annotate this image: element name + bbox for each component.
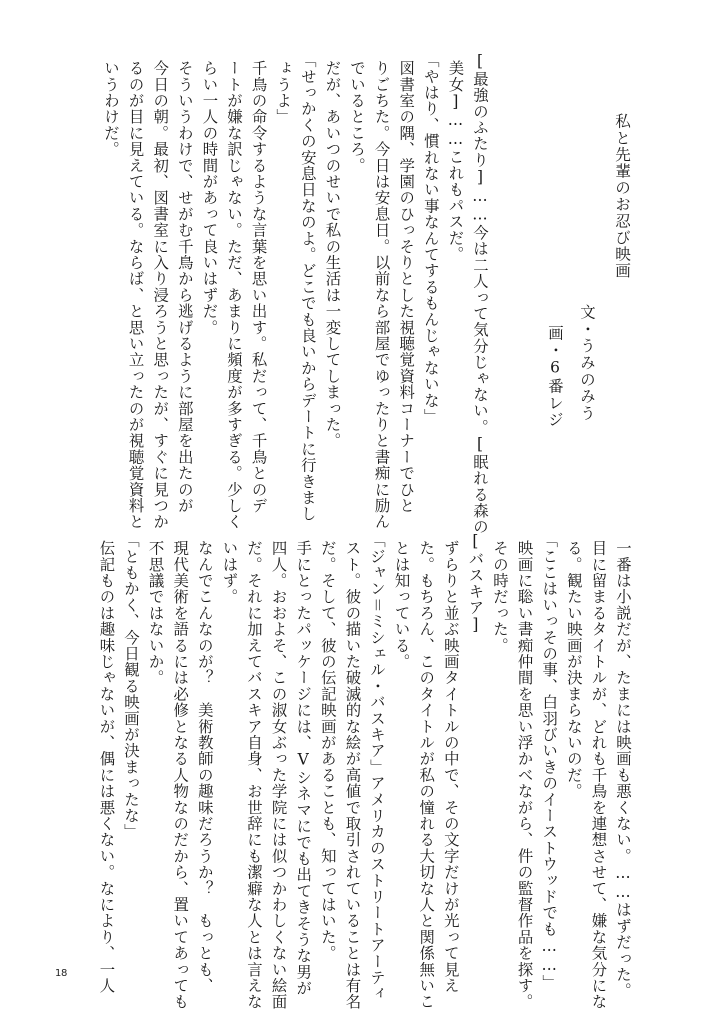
text-line: 手にとったパッケージには、Vシネマにでも出てきそうな男が (294, 540, 313, 997)
text-line: る。観たい映画が決まらないのだ。 (564, 540, 583, 800)
text-line: 美女]……これもパスだ。 (446, 60, 465, 263)
text-line: 「ジャン＝ミシェル・バスキア」アメリカのストリートアーティ (368, 532, 386, 1002)
artist-credit: 画・6番レジ (546, 325, 564, 429)
text-line: 伝記ものは趣味じゃないが、偶には悪くない。なにより、一人 (97, 540, 116, 994)
text-line: だ。そして、彼の伝記映画があることも、知ってはいた。 (318, 540, 337, 962)
text-line: でいるところ。 (348, 60, 366, 174)
text-line: その時だった。 (491, 540, 509, 654)
text-line: [バスキア] (466, 532, 485, 635)
text-line: スト。彼の描いた破滅的な絵が高値で取引されていることは有名 (343, 540, 362, 1010)
text-line: 四人。おおよそ、この淑女ぶった学院には似つかわしくない絵面 (269, 540, 288, 1010)
text-line: るのが目に見えている。ならば、と思い立ったのが視聴覚資料と (126, 60, 145, 530)
text-line: そういうわけで、せがむ千鳥から逃げるように部屋を出たのが (175, 60, 194, 514)
text-line: だが、あいつのせいで私の生活は一変してしまった。 (323, 60, 342, 449)
page-number: 18 (55, 968, 68, 979)
text-line: ートが嫌な訳じゃない。ただ、あまりに頻度が多すぎる。少しく (225, 60, 243, 530)
text-line: 映画に聡い書痴仲間を思い浮かべながら、件の監督作品を探す。 (515, 540, 534, 1010)
text-line: 現代美術を語るには必修となる人物なのだから、置いてあっても (171, 540, 190, 1010)
text-line: ずらりと並ぶ映画タイトルの中で、その文字だけが光って見え (441, 540, 460, 994)
text-line: 一番は小説だが、たまには映画も悪くない。……はずだった。 (614, 540, 632, 999)
text-line: た。もちろん、このタイトルが私の憧れる大切な人と関係無いこ (417, 540, 436, 1010)
story-title: 私と先輩のお忍び映画 (613, 113, 631, 279)
text-line: とは知っている。 (392, 540, 411, 670)
text-line: 今日の朝。最初、図書室に入り浸ろうと思ったが、すぐに見つか (151, 60, 170, 530)
text-line: いはず。 (220, 540, 239, 605)
text-line: 「やはり、慣れない事なんてするもんじゃないな」 (421, 52, 440, 425)
text-line: 「ともかく、今日観る映画が決まったな」 (122, 532, 140, 840)
text-line: 「ここはいっその事、白羽びいきのイーストウッドでも……」 (540, 532, 559, 991)
text-line: なんでこんなのが？ 美術教師の趣味だろうか？ もっとも、 (195, 540, 214, 994)
text-line: [最強のふたり]……今は二人って気分じゃない。[眠れる森の (471, 52, 489, 535)
text-line: いうわけだ。 (102, 60, 120, 158)
text-line: 図書室の隅、学園のひっそりとした視聴覚資料コーナーでひと (397, 60, 416, 514)
text-line: りごちた。今日は安息日。以前なら部屋でゆったりと書痴に励ん (372, 60, 391, 530)
text-line: 千鳥の命令するような言葉を思い出す。私だって、千鳥とのデ (249, 60, 268, 514)
text-line: ょうよ」 (274, 60, 293, 125)
text-line: 不思議ではないか。 (146, 540, 165, 686)
text-line: 目に留まるタイトルが、どれも千鳥を連想させて、嫌な気分にな (589, 540, 608, 1010)
text-line: らい一人の時間があって良いはずだ。 (200, 60, 219, 336)
author-credit: 文・うみのみう (578, 304, 596, 422)
text-line: だ。それに加えてバスキア自身、お世辞にも潔癖な人とは言えな (245, 540, 263, 1010)
text-line: 「せっかくの安息日なのよ。どこでも良いからデートに行きまし (298, 52, 317, 522)
